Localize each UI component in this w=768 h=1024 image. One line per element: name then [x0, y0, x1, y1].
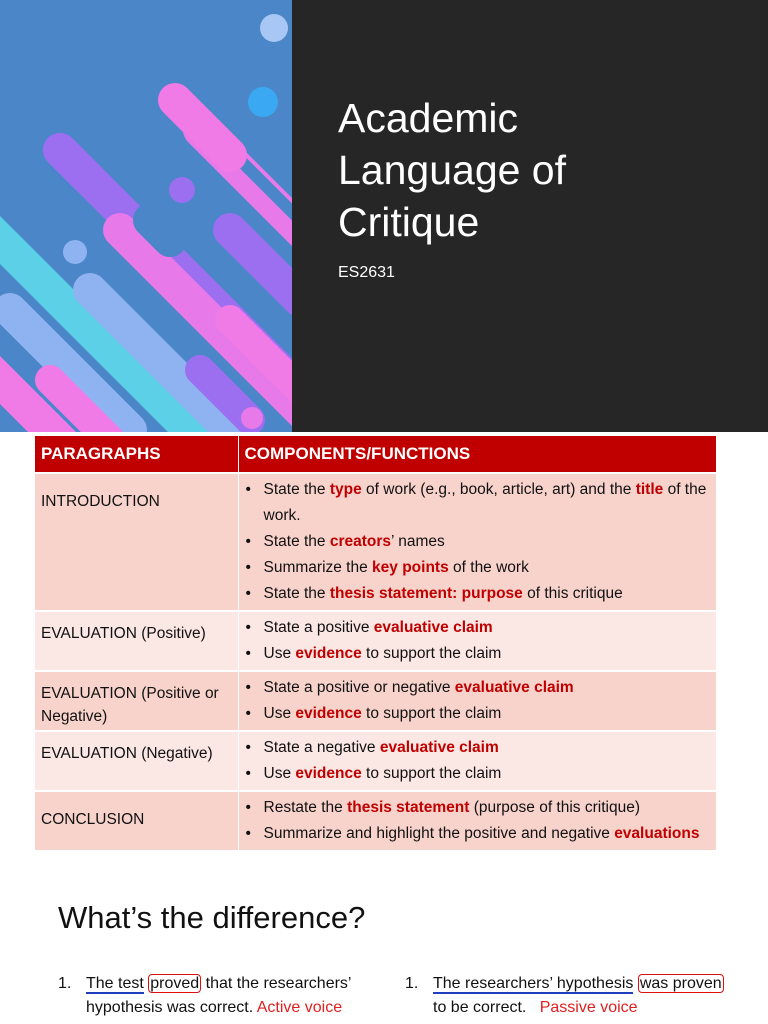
- text-segment: of this critique: [522, 585, 623, 602]
- sentence-line2: to be correct.: [433, 999, 527, 1016]
- paragraph-cell: EVALUATION (Positive): [35, 611, 238, 671]
- paragraph-cell: INTRODUCTION: [35, 473, 238, 611]
- text-segment: State the: [263, 585, 330, 602]
- text-segment: Summarize the: [263, 559, 373, 576]
- text-segment: Use: [263, 765, 296, 782]
- keyword: evaluative claim: [454, 679, 574, 696]
- components-cell: [238, 611, 716, 671]
- keyword: creators: [329, 533, 392, 550]
- slide-title: [338, 92, 738, 248]
- list-item: [264, 701, 715, 727]
- list-item: [264, 555, 715, 581]
- text-segment: of work (e.g., book, article, art) and the: [361, 481, 636, 498]
- keyword: evaluations: [614, 825, 700, 842]
- text-segment: State a negative: [263, 739, 380, 756]
- paragraph-cell: CONCLUSION: [35, 791, 238, 850]
- list-item: [264, 615, 715, 641]
- list-item: [264, 477, 715, 529]
- keyword: thesis statement: [347, 799, 470, 816]
- voice-label: Passive voice: [539, 999, 638, 1016]
- voice-label: Active voice: [256, 999, 343, 1016]
- text-segment: to support the claim: [361, 645, 502, 662]
- difference-heading: What’s the difference?: [58, 900, 366, 935]
- components-cell: [238, 791, 716, 850]
- table-row: [35, 791, 716, 850]
- text-segment: ’ names: [391, 533, 445, 550]
- paragraph-cell: EVALUATION (Positive or Negative): [35, 671, 238, 731]
- text-segment: to support the claim: [361, 705, 502, 722]
- keyword: evaluative claim: [379, 739, 499, 756]
- keyword: thesis statement: purpose: [329, 585, 523, 602]
- text-segment: Summarize and highlight the positive and negative: [263, 825, 615, 842]
- text-segment: of the work.: [263, 481, 707, 524]
- title-line: Academic: [338, 95, 519, 141]
- components-cell: [238, 671, 716, 731]
- abstract-pill-pattern: [0, 0, 292, 432]
- course-code: ES2631: [338, 264, 395, 281]
- keyword: type: [329, 481, 362, 498]
- text-segment: State the: [263, 533, 330, 550]
- header-paragraphs: PARAGRAPHS: [35, 436, 238, 473]
- table-row: [35, 473, 716, 611]
- text-segment: Use: [263, 645, 296, 662]
- list-item: [264, 529, 715, 555]
- text-segment: State the: [263, 481, 330, 498]
- list-item: [264, 581, 715, 607]
- components-list: [240, 475, 715, 609]
- components-cell: [238, 473, 716, 611]
- components-list: [240, 793, 715, 849]
- list-item: [264, 735, 715, 761]
- paragraph-cell: EVALUATION (Negative): [35, 731, 238, 791]
- table-row: [35, 731, 716, 791]
- text-segment: of the work: [448, 559, 529, 576]
- keyword: evidence: [295, 645, 362, 662]
- title-line: Language of: [338, 147, 567, 193]
- text-segment: (purpose of this critique): [469, 799, 640, 816]
- keyword: evaluative claim: [373, 619, 493, 636]
- subject-underlined: The test: [86, 975, 144, 992]
- list-item: [264, 761, 715, 787]
- list-item: [264, 821, 715, 847]
- text-segment: Restate the: [263, 799, 348, 816]
- keyword: title: [635, 481, 664, 498]
- keyword: evidence: [295, 705, 362, 722]
- table-row: [35, 611, 716, 671]
- sentence-line2: hypothesis was correct.: [86, 999, 254, 1016]
- table-header-row: [35, 436, 716, 473]
- title-slide: [0, 0, 768, 432]
- list-number: 1.: [58, 975, 72, 992]
- components-list: [240, 673, 715, 729]
- title-line: Critique: [338, 199, 480, 245]
- decorative-artwork: [0, 0, 292, 432]
- components-list: [240, 733, 715, 789]
- keyword: evidence: [295, 765, 362, 782]
- text-segment: Use: [263, 705, 296, 722]
- text-segment: State a positive: [263, 619, 374, 636]
- header-components: COMPONENTS/FUNCTIONS: [238, 436, 716, 473]
- components-list: [240, 613, 715, 669]
- verb-boxed: was proven: [639, 975, 722, 992]
- sentence-rest: that the researchers’: [201, 975, 352, 992]
- list-item: [264, 675, 715, 701]
- keyword: key points: [372, 559, 449, 576]
- subject-underlined: The researchers’ hypothesis: [433, 975, 634, 992]
- text-segment: State a positive or negative: [263, 679, 455, 696]
- list-number: 1.: [405, 975, 419, 992]
- components-cell: [238, 731, 716, 791]
- text-segment: to support the claim: [361, 765, 502, 782]
- verb-boxed: proved: [150, 975, 200, 992]
- table-row: [35, 671, 716, 731]
- list-item: [264, 795, 715, 821]
- critique-structure-table: [35, 436, 716, 850]
- list-item: [264, 641, 715, 667]
